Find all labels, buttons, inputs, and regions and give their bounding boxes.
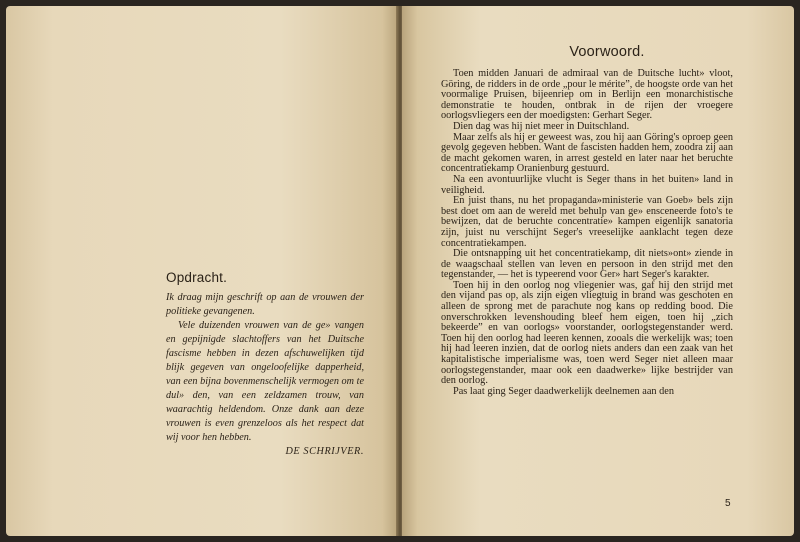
foreword-paragraph: Die ontsnapping uit het concentratiekamp, dit niets»ont» ziende in de waagschaal stellen van leven en persoon in den strijd met den tegenstander, — het is typeerend voor Ger» hart Seger's karakter. [441,248,733,281]
foreword-paragraph: En juist thans, nu het propaganda»ministerie van Goeb» bels zijn best doet om aan de wereld met behulp van ge» ensceneerde foto's te bewijzen, dat de beruchte concentratie» kampen eigenlijk sanatoria zijn, juist nu verschijnt Seger's vreeselijke aanklacht tegen deze concentratiekampen. [441,195,733,249]
dedication-signature: DE SCHRIJVER. [285,446,364,457]
foreword-title: Voorwoord. [569,44,645,60]
foreword-paragraph: Maar zelfs als hij er geweest was, zou hij aan Göring's oproep geen gevolg gegeven hebben. Want de fascisten hadden hem, zoodra zij aan de macht gekomen waren, in arrest gesteld en later naar het beruchte concentratiekamp Oranienburg gestuurd. [441,131,733,175]
foreword-paragraph: Toen hij in den oorlog nog vliegenier was, gaf hij den strijd met den vijand pas op, als zijn eigen vliegtuig in brand was geschoten en alleen de sprong met de parachute nog kans op redding bood. Die onverschrokken levenshouding bleef hem eigen, toen hij „zich bekeerde” en van oorlogs» voorstander, oorlogstegenstander werd. Toen hij den oorlog had leeren kennen, zooals die werkelijk was; toen hij had leeren inzien, dat de oorlog niets anders dan een zaak van het kapitalistische imperialisme was, toen werd Seger niet alleen maar oorlogstegenstander, maar ook een daadwerke» lijke bestrijder van den oorlog. [441,279,733,387]
foreword-paragraph: Na een avontuurlijke vlucht is Seger thans in het buiten» land in veiligheid. [441,173,733,196]
dedication-paragraph: Ik draag mijn geschrift op aan de vrouwen der politieke gevangenen. [166,292,364,317]
foreword-paragraph: Toen midden Januari de admiraal van de Duitsche lucht» vloot, Göring, de ridders in de orde „pour le mérite”, de hoogste orde van het voormalige Pruisen, bijeenriep om in Berlijn een monarchistische demonstratie te houden, ontbrak in de rijen der vroegere oorlogsvliegers een der moedigsten: Gerhart Seger. [441,68,733,122]
page-number: 5 [725,498,731,509]
foreword-paragraph: Pas laat ging Seger daadwerkelijk deelnemen aan den [453,385,675,397]
dedication-paragraph: Vele duizenden vrouwen van de ge» vangen en gepijnigde slachtoffers van het Duitsche fascisme hebben in dezen afschuwelijken tijd blijk gegeven van ongeloofelijke dapperheid, van een bijna bovenmenschelijk vermogen om te dul» den, van een zeldzamen trouw, van waarachtig heldendom. Onze dank aan deze vrouwen is even grenzeloos als het respect dat wij voor hen hebben. [166,320,364,443]
dedication-title: Opdracht. [166,270,228,285]
dedication-block [166,270,364,457]
foreword-paragraph: Dien dag was hij niet meer in Duitschland. [453,120,630,132]
foreword-column [441,44,733,397]
